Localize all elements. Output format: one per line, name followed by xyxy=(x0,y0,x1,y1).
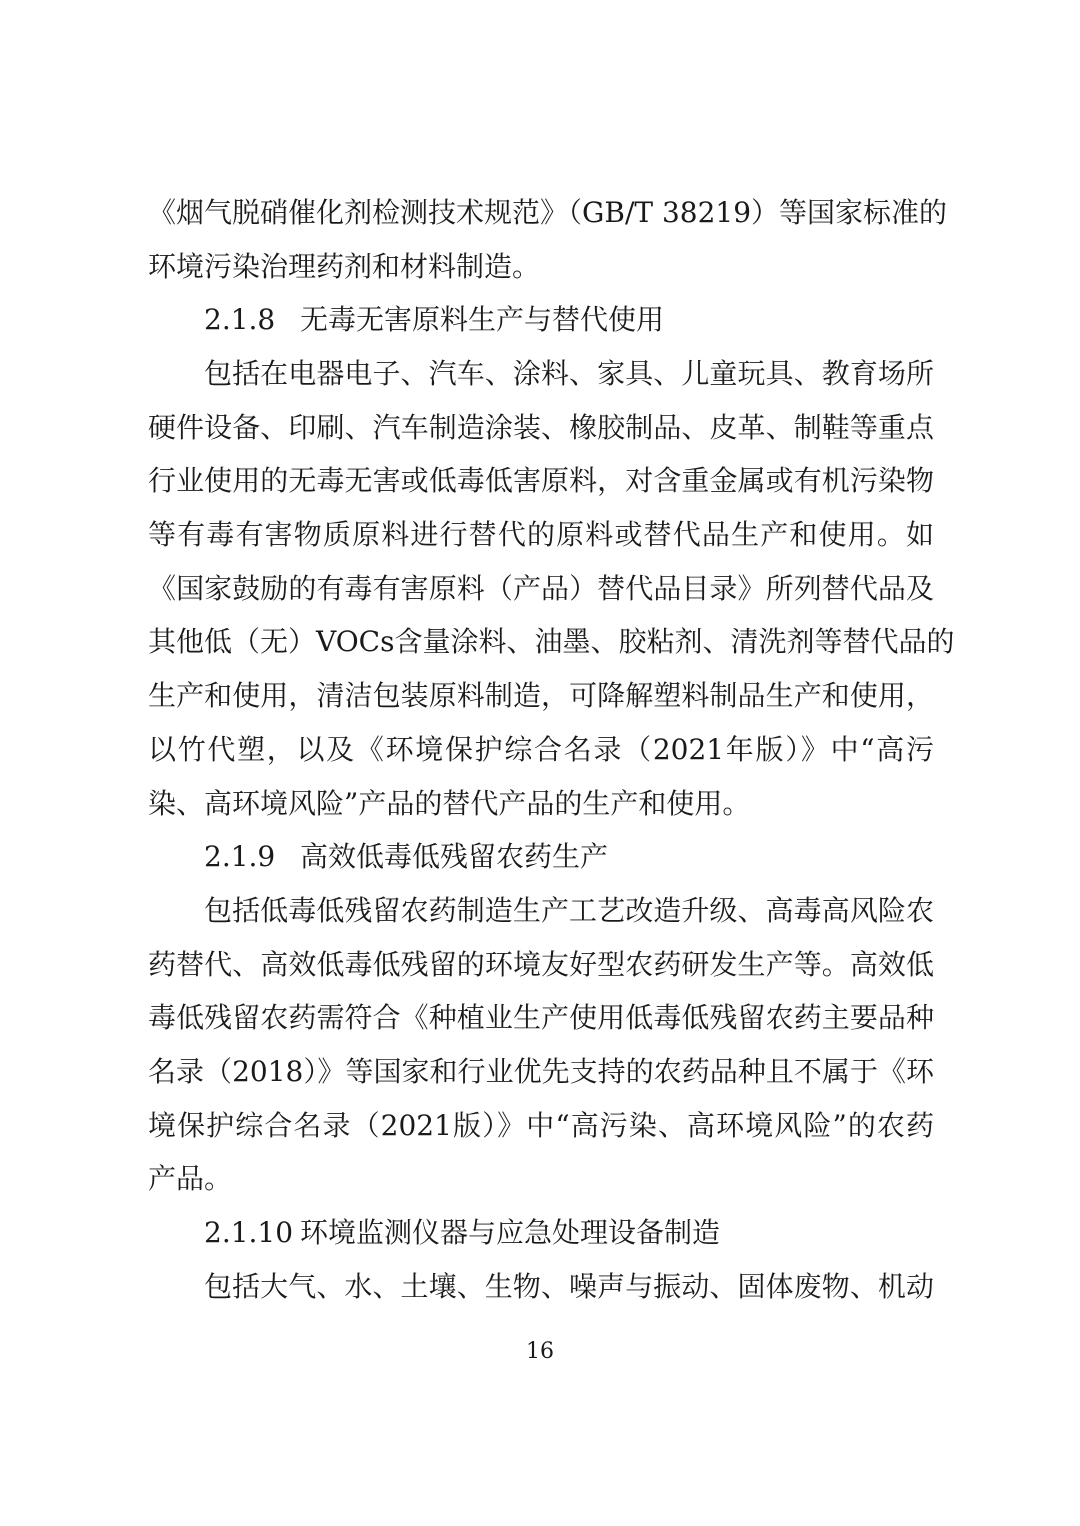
paragraph-line: 生产和使用，清洁包装原料制造，可降解塑料制品生产和使用， xyxy=(148,679,934,712)
section-number: 2.1.9 xyxy=(204,840,276,873)
section-heading-2-1-10 xyxy=(204,1206,720,1260)
paragraph-line: 毒低残留农药需符合《种植业生产使用低毒低残留农药主要品种 xyxy=(148,1001,934,1034)
section-title: 环境监测仪器与应急处理设备制造 xyxy=(300,1216,721,1249)
paragraph-line: 包括大气、水、土壤、生物、噪声与振动、固体废物、机动 xyxy=(204,1270,934,1303)
section-number: 2.1.8 xyxy=(204,303,276,336)
paragraph-line: 染、高环境风险”产品的替代产品的生产和使用。 xyxy=(148,787,751,820)
paragraph-line: 其他低（无）VOCs含量涂料、油墨、胶粘剂、清洗剂等替代品的 xyxy=(148,625,955,658)
section-heading-2-1-8 xyxy=(204,293,664,347)
paragraph-line: 《国家鼓励的有毒有害原料（产品）替代品目录》所列替代品及 xyxy=(148,572,934,605)
paragraph-line: 药替代、高效低毒低残留的环境友好型农药研发生产等。高效低 xyxy=(148,948,934,981)
paragraph-line: 硬件设备、印刷、汽车制造涂装、橡胶制品、皮革、制鞋等重点 xyxy=(148,411,934,444)
paragraph-line: 包括低毒低残留农药制造生产工艺改造升级、高毒高风险农 xyxy=(204,894,934,927)
paragraph-line: 行业使用的无毒无害或低毒低害原料，对含重金属或有机污染物 xyxy=(148,464,934,497)
paragraph-line: 产品。 xyxy=(148,1162,233,1195)
section-number: 2.1.10 xyxy=(204,1216,294,1249)
paragraph-line: 等有毒有害物质原料进行替代的原料或替代品生产和使用。如 xyxy=(148,518,934,551)
paragraph-line: 包括在电器电子、汽车、涂料、家具、儿童玩具、教育场所 xyxy=(204,357,934,390)
paragraph-line: 名录（2018）》等国家和行业优先支持的农药品种且不属于《环 xyxy=(148,1055,934,1088)
page-number: 16 xyxy=(526,1339,554,1364)
section-title: 无毒无害原料生产与替代使用 xyxy=(300,303,665,336)
paragraph-line: 环境污染治理药剂和材料制造。 xyxy=(148,250,541,283)
paragraph-line: 以竹代塑，以及《环境保护综合名录（2021年版）》中“高污 xyxy=(148,733,934,766)
paragraph-line: 境保护综合名录（2021版）》中“高污染、高环境风险”的农药 xyxy=(148,1109,934,1142)
paragraph-line: 《烟气脱硝催化剂检测技术规范》（GB/T 38219）等国家标准的 xyxy=(148,196,948,229)
section-heading-2-1-9 xyxy=(204,830,608,884)
section-title: 高效低毒低残留农药生产 xyxy=(300,840,609,873)
